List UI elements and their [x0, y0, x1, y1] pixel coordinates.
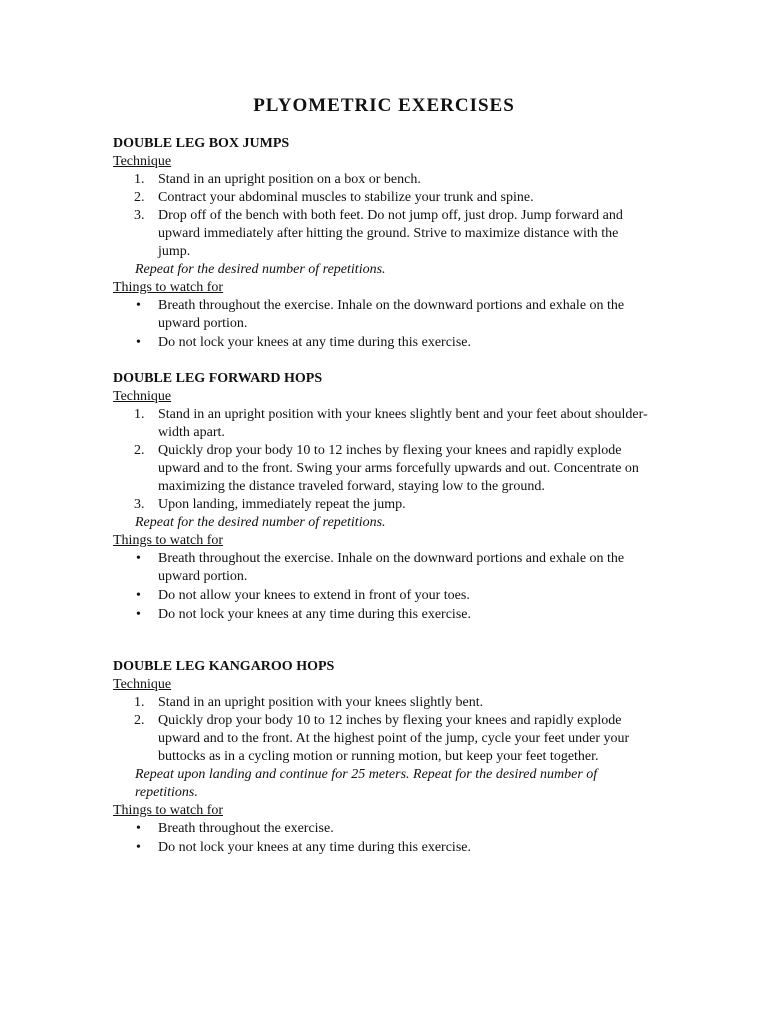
technique-step: Upon landing, immediately repeat the jump. — [158, 497, 406, 512]
exercise-section-forward-hops — [113, 370, 653, 625]
watch-list — [113, 550, 653, 624]
watch-item: • Do not lock your knees at any time during this exercise. — [158, 839, 653, 857]
watch-label: Things to watch for — [113, 280, 224, 295]
technique-label: Technique — [113, 389, 172, 404]
section-heading: DOUBLE LEG BOX JUMPS — [113, 136, 290, 151]
repeat-note: Repeat for the desired number of repetitions. — [135, 262, 386, 277]
watch-label: Things to watch for — [113, 533, 224, 548]
technique-step: Contract your abdominal muscles to stabilize your trunk and spine. — [158, 190, 534, 205]
technique-step: Stand in an upright position on a box or bench. — [158, 172, 421, 187]
watch-label: Things to watch for — [113, 803, 224, 818]
technique-steps — [113, 694, 653, 766]
technique-label: Technique — [113, 154, 172, 169]
watch-item: • Breath throughout the exercise. Inhale on the downward portions and exhale on the upward portion. — [158, 297, 653, 333]
repeat-note: Repeat for the desired number of repetitions. — [135, 515, 386, 530]
technique-steps — [113, 406, 653, 514]
page-title: PLYOMETRIC EXERCISES — [253, 95, 515, 116]
watch-item: • Do not allow your knees to extend in front of your toes. — [158, 587, 653, 605]
exercise-section-box-jumps — [113, 135, 653, 353]
watch-item: • Do not lock your knees at any time during this exercise. — [158, 334, 653, 352]
repeat-note: Repeat upon landing and continue for 25 meters. Repeat for the desired number of repetitions. — [135, 767, 598, 800]
technique-step: Quickly drop your body 10 to 12 inches by flexing your knees and rapidly explode upward and to the front. At the highest point of the jump, cycle your feet under your buttocks as in a cycling motion or running motion, but keep your feet together. — [158, 713, 630, 764]
watch-item: • Do not lock your knees at any time during this exercise. — [158, 606, 653, 624]
watch-item: • Breath throughout the exercise. Inhale on the downward portions and exhale on the upward portion. — [158, 550, 653, 586]
technique-label: Technique — [113, 677, 172, 692]
section-heading: DOUBLE LEG FORWARD HOPS — [113, 371, 323, 386]
technique-step: Stand in an upright position with your knees slightly bent and your feet about shoulder-width apart. — [158, 407, 648, 440]
exercise-section-kangaroo-hops — [113, 658, 653, 858]
technique-step: Stand in an upright position with your knees slightly bent. — [158, 695, 484, 710]
watch-list — [113, 297, 653, 352]
section-heading: DOUBLE LEG KANGAROO HOPS — [113, 659, 335, 674]
technique-steps — [113, 171, 653, 261]
technique-step: Drop off of the bench with both feet. Do not jump off, just drop. Jump forward and upward immediately after hitting the ground. Strive to maximize distance with the jump. — [158, 208, 623, 259]
watch-item: • Breath throughout the exercise. — [158, 820, 653, 838]
watch-list — [113, 820, 653, 857]
technique-step: Quickly drop your body 10 to 12 inches by flexing your knees and rapidly explode upward and to the front. Swing your arms forcefully upwards and out. Concentrate on maximizing the distance traveled forward, staying low to the ground. — [158, 443, 639, 494]
